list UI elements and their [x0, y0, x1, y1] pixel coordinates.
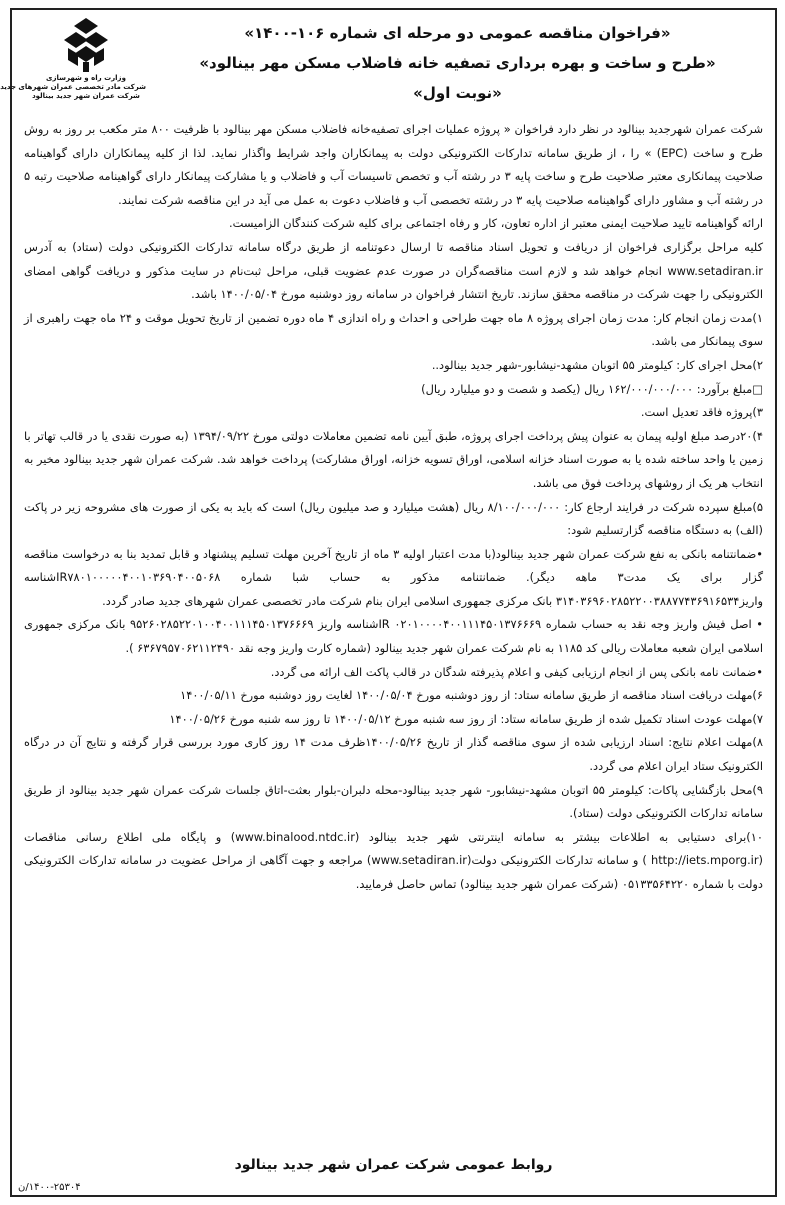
notice-header [0, 10, 775, 118]
organization-logo [0, 16, 146, 101]
notice-code: ۱۴۰۰-۲۵۳۰۴/ن [18, 1182, 81, 1193]
item-duration: ۱)مدت زمان انجام کار: مدت زمان اجرای پروژه ۸ ماه جهت طراحی و احداث و راه اندازی ۴ ماه دوره تضمین از تاریخ تحویل موقت و ۲۴ ماه جهت راهبری از سوی پیمانکار می باشد. [24, 310, 763, 349]
item-deposit: ۵)مبلغ سپرده شرکت در فرایند ارجاع کار: ۸/۱۰۰/۰۰۰/۰۰۰ ریال (هشت میلیارد و صد میلیون ریال) است که باید به یکی از صورت های مشروحه زیر در پاکت (الف) به دستگاه مناقصه گزارتسلیم شود: [24, 499, 763, 538]
notice-body [12, 118, 775, 897]
notice-title: «فراخوان مناقصه عمومی دو مرحله ای شماره ۱۰۶-۱۴۰۰» [244, 24, 671, 42]
org-line-ministry: وزارت راه و شهرسازی [46, 74, 126, 82]
paragraph-safety: ارائه گواهینامه تایید صلاحیت ایمنی معتبر از اداره تعاون، کار و رفاه اجتماعی برای کلیه شرکت کنندگان الزامیست. [229, 216, 763, 231]
item-document-receipt: ۶)مهلت دریافت اسناد مناقصه از طریق سامانه ستاد: از روز دوشنبه مورخ ۱۴۰۰/۰۵/۰۴ لغایت روز دوشنبه مورخ ۱۴۰۰/۰۵/۱۱ [180, 688, 763, 703]
item-opening-location: ۹)محل بازگشایی پاکات: کیلومتر ۵۵ اتوبان مشهد-نیشابور- شهر جدید بینالود-محله دلبران-بلوار بعثت-اتاق جلسات شرکت عمران شهر جدید بینالود از طریق سامانه تدارکات الکترونیکی دولت (ستاد). [24, 782, 763, 821]
notice-subtitle: «طرح و ساخت و بهره برداری تصفیه خانه فاضلاب مسکن مهر بینالود» [199, 54, 716, 72]
notice-titles [152, 18, 763, 108]
bullet-guarantee-note: •ضمانت نامه بانکی پس از انجام ارزیابی کیفی و اعلام پذیرفته شدگان در قالب پاکت الف ارائه می گردد. [270, 664, 763, 679]
org-line-company: شرکت عمران شهر جدید بینالود [32, 92, 140, 100]
public-relations-signature: روابط عمومی شرکت عمران شهر جدید بینالود [234, 1157, 553, 1173]
paragraph-procedure: کلیه مراحل برگزاری فراخوان از دریافت و تحویل اسناد مناقصه تا ارسال دعوتنامه از طریق درگاه سامانه تدارکات الکترونیکی دولت (ستاد) به آدرس www.setadiran.ir انجام خواهد شد و لازم است مناقصه‌گران در صورت عدم عضویت قبلی، مراحل ثبت‌نام در سایت مذکور و دریافت گواهی امضای الکترونیکی را جهت شرکت در مناقصه محقق سازند. تاریخ انتشار فراخوان در سامانه روز دوشنبه مورخ ۱۴۰۰/۰۵/۰۴ باشد. [24, 239, 763, 302]
company-emblem-icon [56, 16, 116, 74]
notice-round: «نوبت اول» [413, 84, 502, 102]
item-contact: ۱۰)برای دستیابی به اطلاعات بیشتر به سامانه اینترنتی شهر جدید بینالود (www.binalood.ntdc.ir) و پایگاه ملی اطلاع رسانی مناقصات (http://iets.mporg.ir ) و سامانه تدارکات الکترونیکی دولت(www.setadiran.ir) مراجعه و جهت آگاهی از مراحل عضویت در سامانه تدارکات الکترونیکی دولت با شماره ۰۵۱۳۳۵۶۴۲۲۰ (شرکت عمران شهر جدید بینالود) تماس حاصل فرمایید. [24, 829, 764, 891]
paragraph-intro: شرکت عمران شهرجدید بینالود در نظر دارد فراخوان « پروژه عملیات اجرای تصفیه‌خانه فاضلاب مسکن مهر بینالود با ظرفیت ۸۰۰ متر مکعب بر روز به روش طرح و ساخت (EPC) » را ، از طریق سامانه تدارکات الکترونیکی دولت به پیمانکاران واجد شرایط واگذار نماید. لذا از کلیه پیمانکاران دارای گواهینامه صلاحیت پیمانکاری معتبر صلاحیت طرح و ساخت پایه ۳ در رشته آب و تخصص تاسیسات آب و فاضلاب و یا مشارکت پیمانکار دارای گواهینامه صلاحیت رتبه ۵ در رشته آب و مشاور دارای گواهینامه صلاحیت پایه ۳ در رشته تخصصی آب و فاضلاب دعوت به عمل می آید در این مناقصه شرکت نمایند. [24, 122, 764, 207]
item-adjustment: ۳)پروژه فاقد تعدیل است. [640, 405, 763, 420]
bullet-cash-deposit: • اصل فیش واریز وجه نقد به حساب شماره ۰۲۰۱۰۰۰۰۴۰۰۱۱۱۴۵۰۱۳۷۶۶۶۹ IRشناسه واریز ۹۵۲۶۰۲۸۵۲۲۰۱۰۰۴۰۰۱۱۱۴۵۰۱۳۷۶۶۶۹ بانک مرکزی جمهوری اسلامی ایران شعبه معاملات ریالی کد ۱۱۸۵ به نام شرکت عمران شهر جدید بینالود (شماره کارت واریز وجه نقد ۶۳۶۷۹۵۷۰۶۲۱۱۲۴۹۰ ). [24, 617, 763, 656]
tender-notice [0, 8, 777, 1197]
bullet-guarantee: •ضمانتنامه بانکی به نفع شرکت عمران شهر جدید بینالود(با مدت اعتبار اولیه ۳ ماه از تاریخ آخرین مهلت تسلیم پیشنهاد و قابل تمدید بنا به درخواست مناقصه گزار برای یک مدت۳ ماهه دیگر). ضمانتنامه مذکور به حساب شبا شماره IR۷۸۰۱۰۰۰۰۰۴۰۰۱۰۳۶۹۰۴۰۰۵۰۶۸شناسه واریز۳۱۴۰۳۶۹۶۰۲۸۵۲۲۰۰۳۸۸۷۷۴۳۶۹۱۶۵۳۴ بانک مرکزی جمهوری اسلامی ایران بنام شرکت مادر تخصصی عمران شهرهای جدید صادر گردد. [24, 546, 764, 608]
item-estimate: □مبلغ برآورد: ۱۶۲/۰۰۰/۰۰۰/۰۰۰ ریال (یکصد و شصت و دو میلیارد ریال) [421, 381, 763, 396]
org-line-parent-company: شرکت مادر تخصصی عمران شهرهای جدید [0, 83, 146, 91]
item-location: ۲)محل اجرای کار: کیلومتر ۵۵ اتوبان مشهد-نیشابور-شهر جدید بینالود.. [431, 357, 763, 372]
item-document-return: ۷)مهلت عودت اسناد تکمیل شده از طریق سامانه ستاد: از روز سه شنبه مورخ ۱۴۰۰/۰۵/۱۲ تا روز سه شنبه مورخ ۱۴۰۰/۰۵/۲۶ [169, 711, 763, 726]
item-prepayment: ۴)۲۰درصد مبلغ اولیه پیمان به عنوان پیش پرداخت اجرای پروژه، طبق آیین نامه تضمین معاملات دولتی مورخ ۱۳۹۴/۰۹/۲۲ (به صورت نقدی یا در قالب تهاتر با زمین یا واحد ساخته شده یا به صورت اسناد خزانه اسلامی، اوراق تسویه خزانه، اوراق مشارکت) پرداخت خواهد شد. شرکت عمران شهر جدید بینالود مخیر به انتخاب هر یک از روشهای پرداخت فوق می باشد. [24, 428, 763, 490]
item-results: ۸)مهلت اعلام نتایج: اسناد ارزیابی شده از سوی مناقصه گذار از تاریخ ۱۴۰۰/۰۵/۲۶ظرف مدت ۱۴ روز کاری مورد بررسی قرار گرفته و نتایج آن در درگاه الکترونیک ستاد ایران اعلام می گردد. [24, 735, 763, 774]
